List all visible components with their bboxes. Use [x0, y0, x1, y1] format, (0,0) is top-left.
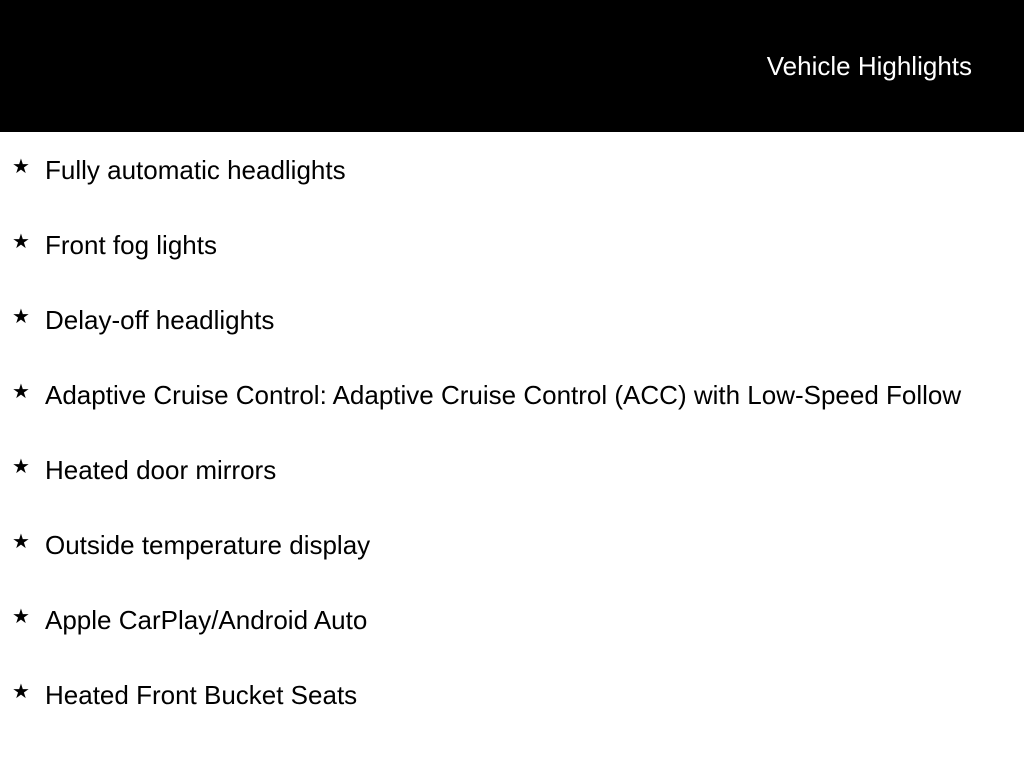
- highlight-text: Front fog lights: [45, 230, 217, 260]
- star-icon: [11, 375, 31, 409]
- star-icon: [11, 150, 31, 184]
- page-title: Vehicle Highlights: [766, 51, 972, 81]
- highlight-text: Apple CarPlay/Android Auto: [45, 605, 368, 635]
- star-icon: [11, 525, 31, 559]
- star-icon: [11, 675, 31, 709]
- list-item: [45, 303, 980, 337]
- highlight-text: Heated Front Bucket Seats: [45, 680, 358, 710]
- list-item: [45, 453, 980, 487]
- list-item: [45, 153, 980, 187]
- list-item: [45, 378, 980, 412]
- star-icon: [11, 600, 31, 634]
- list-item: [45, 678, 980, 712]
- vehicle-highlights-list: [0, 132, 1024, 712]
- star-icon: [11, 450, 31, 484]
- highlight-text: Fully automatic headlights: [45, 155, 346, 185]
- header-bar: [0, 0, 1024, 132]
- highlight-text: Delay-off headlights: [45, 305, 275, 335]
- star-icon: [11, 225, 31, 259]
- list-item: [45, 603, 980, 637]
- list-item: [45, 228, 980, 262]
- list-item: [45, 528, 980, 562]
- star-icon: [11, 300, 31, 334]
- highlight-text: Adaptive Cruise Control: Adaptive Cruise Control (ACC) with Low-Speed Follow: [45, 380, 962, 410]
- highlight-text: Outside temperature display: [45, 530, 371, 560]
- highlight-text: Heated door mirrors: [45, 455, 277, 485]
